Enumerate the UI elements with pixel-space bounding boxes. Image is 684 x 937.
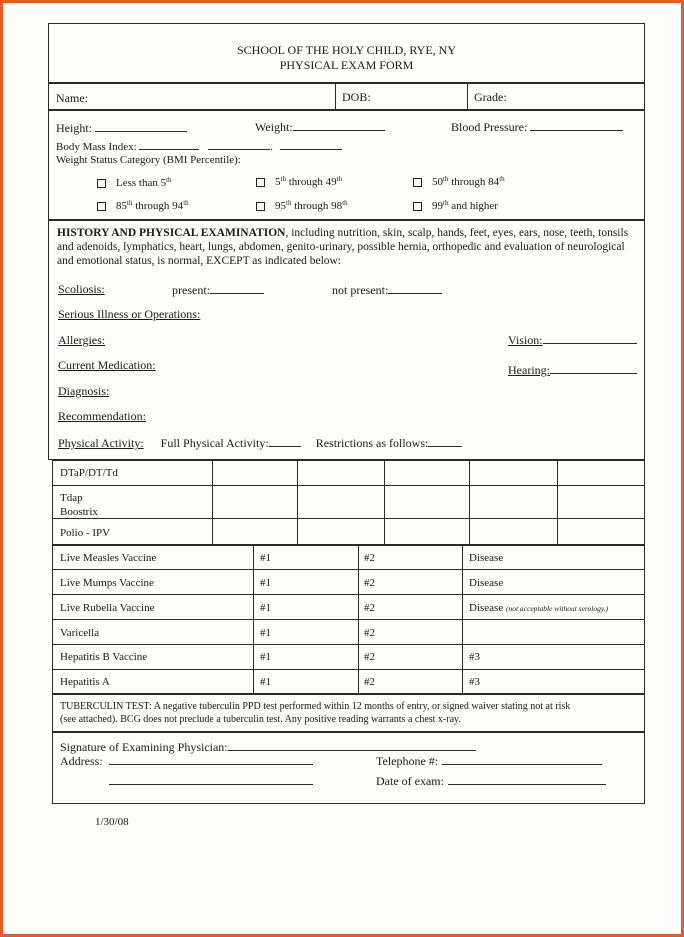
disease-cell[interactable]: Disease <box>469 577 504 589</box>
dose-3[interactable]: #3 <box>469 651 480 663</box>
dose-1[interactable]: #1 <box>260 602 271 614</box>
school-name: SCHOOL OF THE HOLY CHILD, RYE, NY <box>236 43 457 57</box>
checkbox-icon[interactable] <box>97 179 106 188</box>
dose-1[interactable]: #1 <box>260 552 271 564</box>
vaccine-polio: Polio - IPV <box>60 527 111 539</box>
disease-cell[interactable]: Disease (not acceptable without serology.) <box>469 602 609 614</box>
bmi-option-1[interactable]: Less than 5th <box>97 177 172 189</box>
dose-2[interactable]: #2 <box>364 627 375 639</box>
tb-line-2: (see attached). BCG does not preclude a tuberculin test. Any positive reading warrants a chest x-ray. <box>60 714 461 725</box>
checkbox-icon[interactable] <box>413 202 422 211</box>
dose-3[interactable]: #3 <box>469 676 480 688</box>
vision-field[interactable]: Vision: <box>508 331 637 348</box>
physical-activity-row <box>58 434 462 451</box>
vaccine-name: Hepatitis B Vaccine <box>60 651 148 663</box>
vaccine-name: Live Rubella Vaccine <box>60 602 155 614</box>
height-field[interactable]: Height: <box>56 119 187 136</box>
bmi-field[interactable]: Body Mass Index: . <box>56 137 342 153</box>
dose-1[interactable]: #1 <box>260 676 271 688</box>
telephone-field[interactable]: Telephone #: <box>376 752 602 769</box>
form-title: PHYSICAL EXAM FORM <box>279 58 414 72</box>
dose-2[interactable]: #2 <box>364 577 375 589</box>
vaccine-name: Hepatitis A <box>60 676 110 688</box>
dose-2[interactable]: #2 <box>364 602 375 614</box>
dose-1[interactable]: #1 <box>260 651 271 663</box>
history-heading: HISTORY AND PHYSICAL EXAMINATION <box>57 227 286 239</box>
vaccine-name: Live Measles Vaccine <box>60 552 157 564</box>
bmi-option-6[interactable]: 99th and higher <box>413 200 498 212</box>
serious-illness-label: Serious Illness or Operations: <box>58 307 201 321</box>
date-of-exam-field[interactable]: Date of exam: <box>376 772 606 789</box>
disease-cell[interactable]: Disease <box>469 552 504 564</box>
scoliosis-not-present-field[interactable]: not present: <box>332 281 442 298</box>
checkbox-icon[interactable] <box>413 178 422 187</box>
restrictions-field[interactable]: Restrictions as follows: <box>316 436 463 450</box>
scoliosis-present-field[interactable]: present: <box>172 281 264 298</box>
tb-section <box>52 694 645 732</box>
checkbox-icon[interactable] <box>256 178 265 187</box>
diagnosis-label: Diagnosis: <box>58 384 110 398</box>
name-label[interactable]: Name: <box>56 91 88 105</box>
vaccine-name: Varicella <box>60 627 100 639</box>
recommendation-label: Recommendation: <box>58 409 146 423</box>
dose-2[interactable]: #2 <box>364 651 375 663</box>
current-medication-label: Current Medication: <box>58 358 156 372</box>
dose-1[interactable]: #1 <box>260 627 271 639</box>
grade-label[interactable]: Grade: <box>474 90 507 104</box>
bmi-option-2[interactable]: 5th through 49th <box>256 176 342 188</box>
address-field[interactable]: Address: <box>60 752 313 769</box>
history-paragraph: HISTORY AND PHYSICAL EXAMINATION, including nutrition, skin, scalp, hands, feet, eyes, ears, nose, teeth, tonsils and adenoids, lymphatics, heart, lungs, abdomen, genito-urinary, possible hernia, orthopedic and evaluation of neurological and emotional status, is normal, EXCEPT as indicated below: <box>57 227 629 267</box>
scoliosis-label: Scoliosis: <box>58 282 105 296</box>
bmi-option-3[interactable]: 50th through 84th <box>413 176 505 188</box>
tb-line-1: TUBERCULIN TEST: A negative tuberculin PPD test performed within 12 months of entry, or signed waiver stating not at risk <box>60 701 571 712</box>
dose-2[interactable]: #2 <box>364 676 375 688</box>
checkbox-icon[interactable] <box>97 202 106 211</box>
bmi-option-4[interactable]: 85th through 94th <box>97 200 189 212</box>
revision-date: 1/30/08 <box>95 816 129 828</box>
checkbox-icon[interactable] <box>256 202 265 211</box>
dose-2[interactable]: #2 <box>364 552 375 564</box>
vaccine-boostrix: Boostrix <box>60 506 98 518</box>
weight-field[interactable]: Weight: <box>255 118 385 135</box>
address-line-2[interactable] <box>109 772 313 785</box>
blood-pressure-field[interactable]: Blood Pressure: <box>451 118 623 135</box>
bmi-separator: . <box>270 141 273 153</box>
dose-1[interactable]: #1 <box>260 577 271 589</box>
vaccine-tdap: Tdap <box>60 492 83 504</box>
vaccine-dtap: DTaP/DT/Td <box>60 467 118 479</box>
physical-activity-label: Physical Activity: <box>58 436 144 450</box>
bmi-option-5[interactable]: 95th through 98th <box>256 200 348 212</box>
full-activity-field[interactable]: Full Physical Activity: <box>161 436 301 450</box>
hearing-field[interactable]: Hearing: <box>508 361 637 378</box>
allergies-label: Allergies: <box>58 333 106 347</box>
weight-status-label: Weight Status Category (BMI Percentile): <box>56 154 241 166</box>
vaccine-name: Live Mumps Vaccine <box>60 577 154 589</box>
serology-note: (not acceptable without serology.) <box>505 604 609 613</box>
dob-label[interactable]: DOB: <box>342 90 371 104</box>
physician-signature-field[interactable]: Signature of Examining Physician: <box>60 738 476 755</box>
